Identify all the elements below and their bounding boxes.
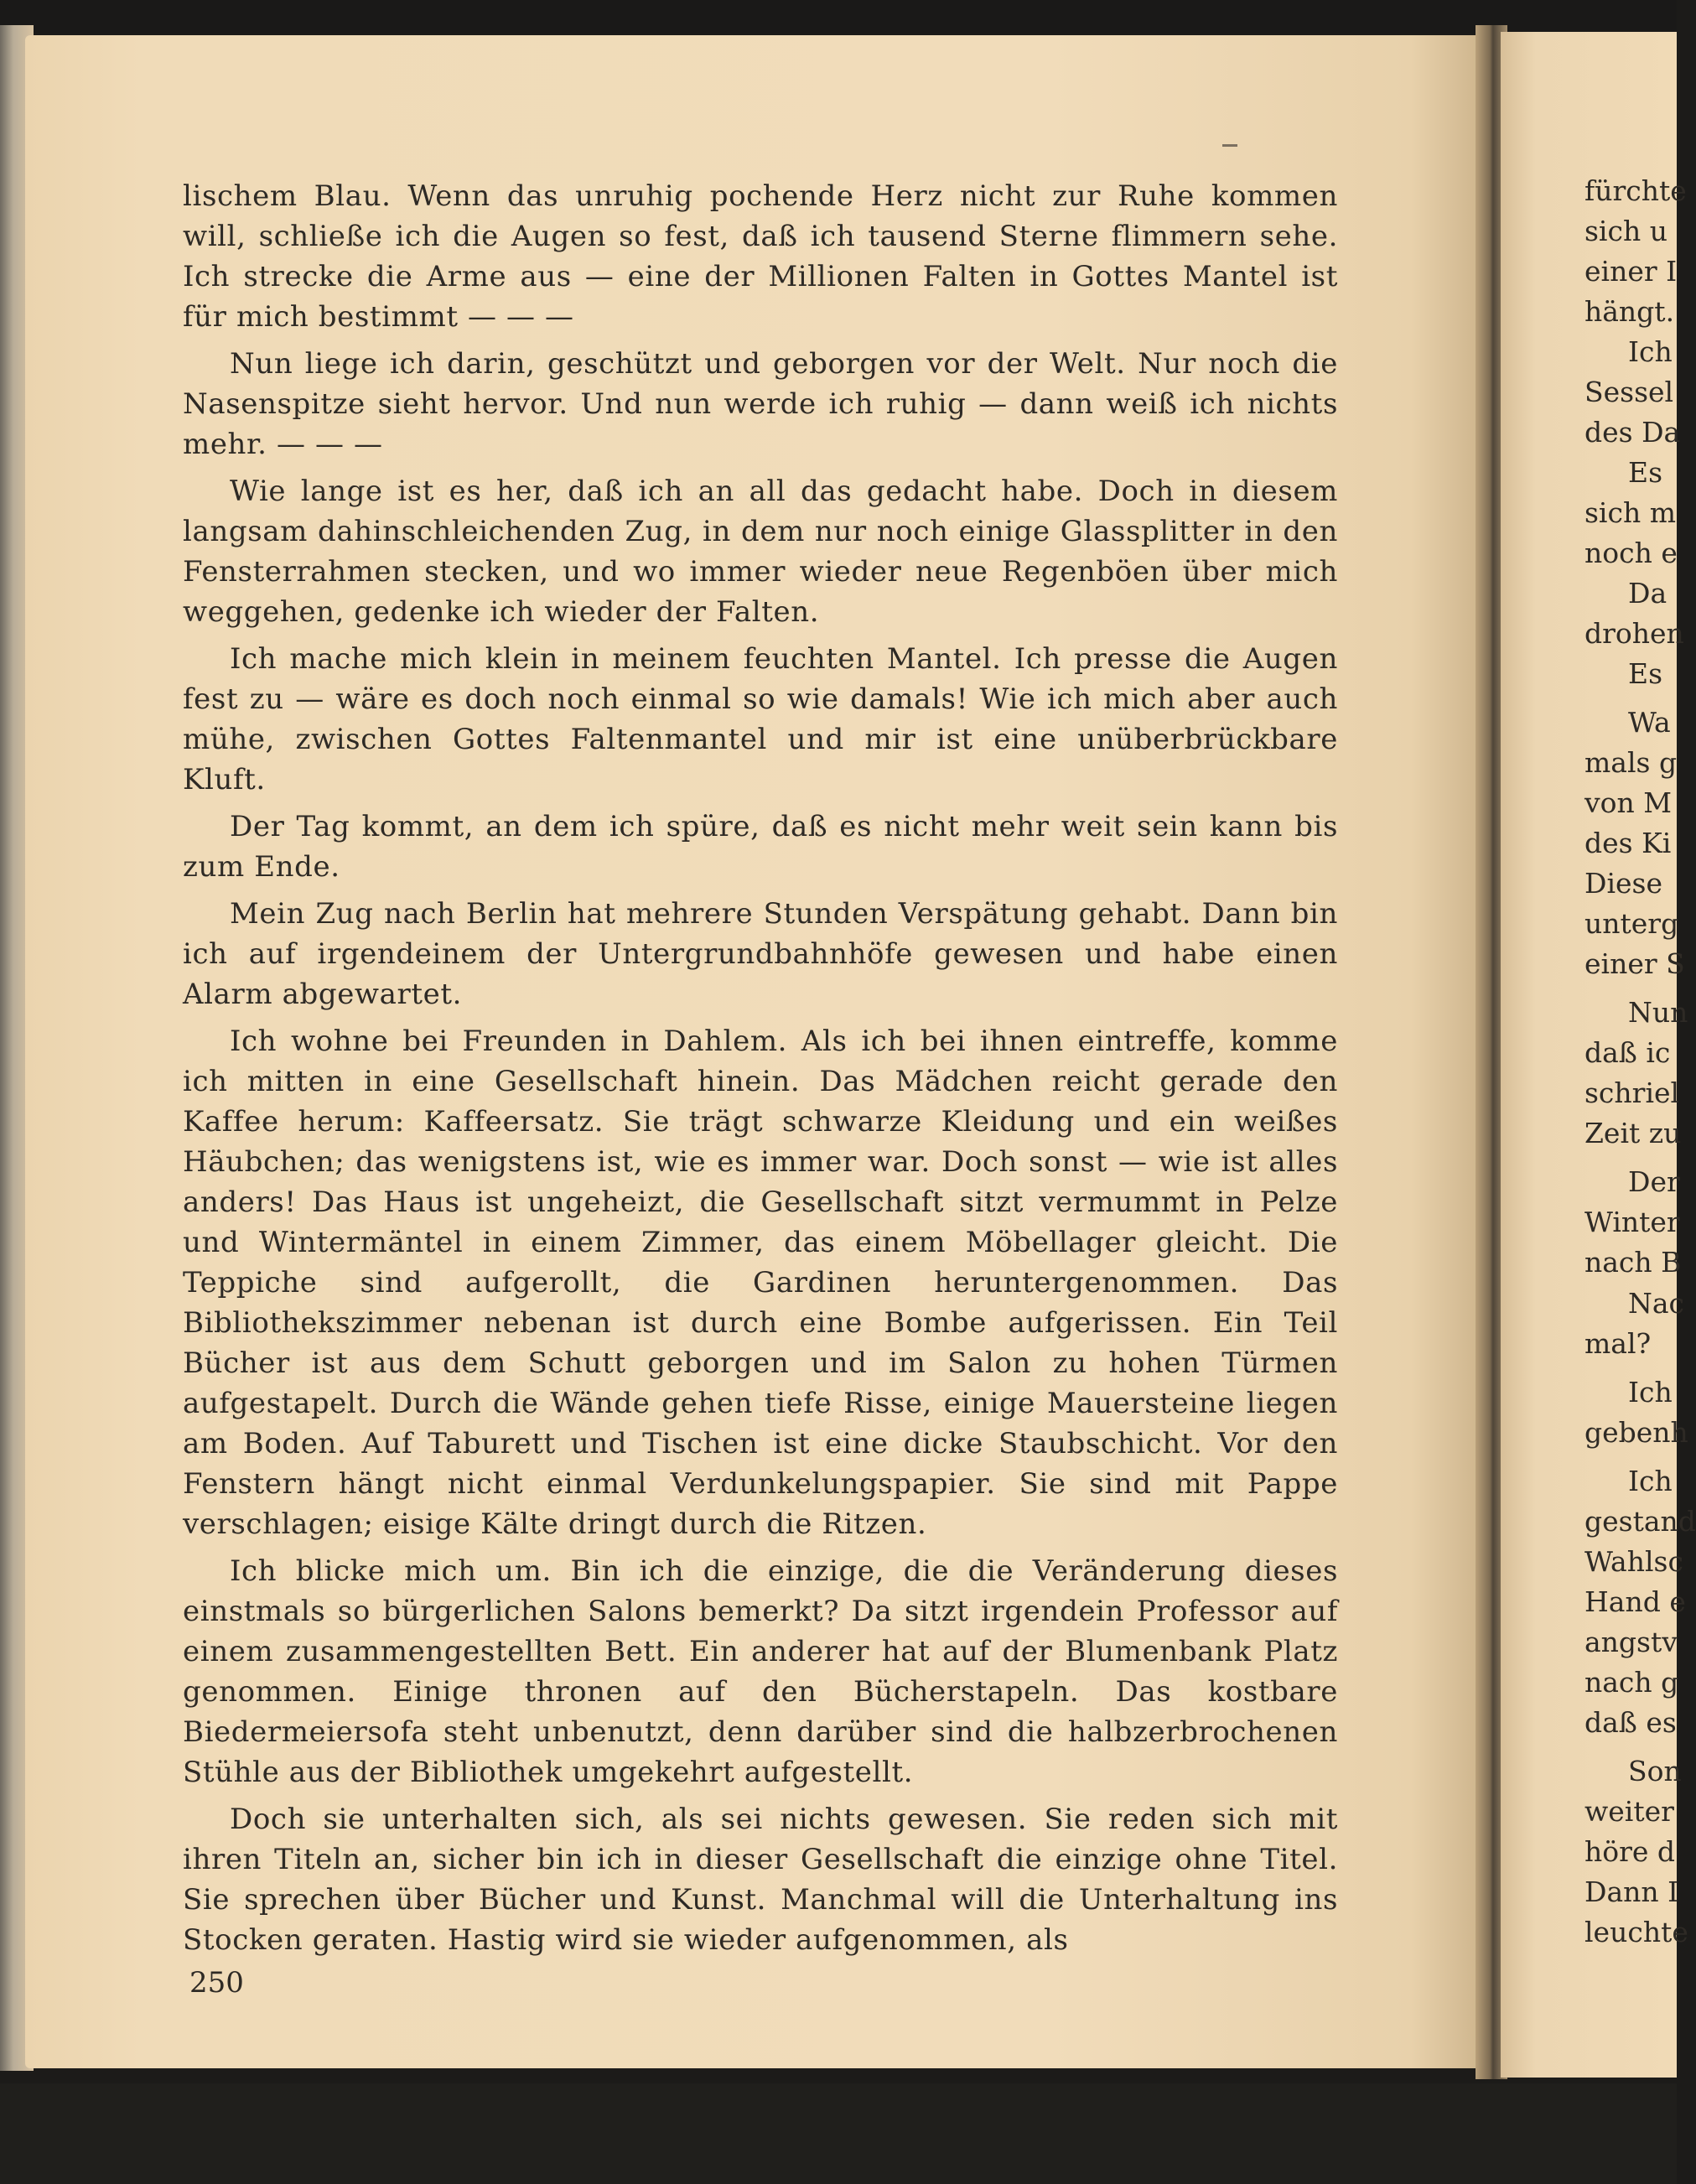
page-mark: [1222, 144, 1237, 147]
right-page-line: nach B: [1584, 1246, 1682, 1279]
right-page-line: Diese: [1584, 867, 1663, 900]
right-page-line: daß es: [1584, 1706, 1677, 1739]
paragraph: Mein Zug nach Berlin hat mehrere Stunden Verspätung gehabt. Dann bin ich auf irgendeinem der Untergrundbahnhöfe gewesen und habe einen Alarm abgewartet.: [183, 897, 1338, 1011]
right-page-line: daß ic: [1584, 1036, 1671, 1069]
right-page-line: Sessel: [1584, 376, 1674, 408]
right-page-line: des Da: [1584, 416, 1681, 449]
right-page-line: drohen: [1584, 617, 1684, 650]
right-page-line: fürchte: [1584, 174, 1687, 207]
paragraph: lischem Blau. Wenn das unruhig pochende Herz nicht zur Ruhe kommen will, schließe ich die Augen so fest, daß ich tausend Sterne flimmern sehe. Ich strecke die Arme aus — eine der Millionen Falten in Gottes Mantel ist für mich bestimmt — — —: [183, 179, 1338, 334]
paragraph: Ich blicke mich um. Bin ich die einzige, die die Veränderung dieses einstmals so bürgerlichen Salons bemerkt? Da sitzt irgendein Professor auf einem zusammengestellten Bett. Ein anderer hat auf der Blumenbank Platz genommen. Einige thronen auf den Bücherstapeln. Das kostbare Biedermeiersofa steht unbenutzt, denn darüber sind die halbzerbrochenen Stühle aus der Bibliothek umgekehrt aufgestellt.: [183, 1554, 1338, 1789]
right-page-line: höre d: [1584, 1835, 1676, 1868]
right-page-line: leuchte: [1584, 1916, 1688, 1948]
paragraph: Der Tag kommt, an dem ich spüre, daß es nicht mehr weit sein kann bis zum Ende.: [183, 810, 1338, 884]
right-page-line: Son: [1628, 1755, 1682, 1787]
right-page-line: nach g: [1584, 1666, 1679, 1699]
right-page-line: einer I: [1584, 255, 1678, 288]
right-page-line: Es: [1628, 657, 1663, 690]
right-page-line: Nac: [1628, 1287, 1685, 1320]
right-page-line: sich m: [1584, 496, 1677, 529]
right-page-text: [1584, 174, 1696, 1948]
paragraph: Doch sie unterhalten sich, als sei nichts gewesen. Sie reden sich mit ihren Titeln an, sicher bin ich in dieser Gesellschaft die einzige ohne Titel. Sie sprechen über Bücher und Kunst. Manchmal will die Unterhaltung ins Stocken geraten. Hastig wird sie wieder aufgenommen, als: [183, 1803, 1338, 1957]
right-page-line: mal?: [1584, 1327, 1652, 1360]
paragraph: Ich mache mich klein in meinem feuchten Mantel. Ich presse die Augen fest zu — wäre es doch noch einmal so wie damals! Wie ich mich aber auch mühe, zwischen Gottes Faltenmantel und mir ist eine unüberbrückbare Kluft.: [183, 642, 1338, 796]
right-page-line: sich u: [1584, 215, 1667, 247]
right-page-line: Nun: [1628, 996, 1688, 1029]
book-cover-bottom: [0, 2083, 1677, 2184]
right-page-line: Ich: [1628, 1465, 1673, 1497]
right-page-line: Hand e: [1584, 1585, 1686, 1618]
paragraph: Nun liege ich darin, geschützt und geborgen vor der Welt. Nur noch die Nasenspitze sieht hervor. Und nun werde ich ruhig — dann weiß ich nichts mehr. — — —: [183, 347, 1338, 461]
right-page-line: von M: [1584, 786, 1673, 819]
paragraph: Wie lange ist es her, daß ich an all das gedacht habe. Doch in diesem langsam dahinschleichenden Zug, in dem nur noch einige Glassplitter in den Fensterrahmen stecken, und wo immer wieder neue Regenböen über mich weggehen, gedenke ich wieder der Falten.: [183, 475, 1338, 629]
right-page-line: angstv: [1584, 1626, 1678, 1658]
right-page-line: Dann I: [1584, 1875, 1679, 1908]
right-page-line: einer S: [1584, 947, 1685, 980]
right-page-line: gestand: [1584, 1505, 1696, 1538]
right-page-line: gebenh: [1584, 1416, 1688, 1449]
right-page-line: Winter: [1584, 1206, 1680, 1238]
right-page-line: Der: [1628, 1165, 1680, 1198]
right-page-line: schriel: [1584, 1076, 1680, 1109]
right-page-line: Ich: [1628, 335, 1673, 368]
right-page-line: hängt.: [1584, 295, 1675, 328]
right-page-line: Wa: [1628, 706, 1671, 739]
page-number: 250: [189, 1966, 244, 2000]
left-page-text: [183, 176, 1338, 1967]
right-page-line: Da: [1628, 577, 1667, 610]
right-page-line: mals g: [1584, 746, 1678, 779]
right-page-line: Ich: [1628, 1376, 1673, 1408]
paragraph: Ich wohne bei Freunden in Dahlem. Als ich bei ihnen eintreffe, komme ich mitten in eine Gesellschaft hinein. Das Mädchen reicht gerade den Kaffee herum: Kaffeersatz. Sie trägt schwarze Kleidung und ein weißes Häubchen; das wenigstens ist, wie es immer war. Doch sonst — wie ist alles anders! Das Haus ist ungeheizt, die Gesellschaft sitzt vermummt in Pelze und Wintermäntel in einem Zimmer, das einem Möbellager gleicht. Die Teppiche sind aufgerollt, die Gardinen heruntergenommen. Das Bibliothekszimmer nebenan ist durch eine Bombe aufgerissen. Ein Teil Bücher ist aus dem Schutt geborgen und im Salon zu hohen Türmen aufgestapelt. Durch die Wände gehen tiefe Risse, einige Mauersteine liegen am Boden. Auf Taburett und Tischen ist eine dicke Staubschicht. Vor den Fenstern hängt nicht einmal Verdunkelungspapier. Sie sind mit Pappe verschlagen; eisige Kälte dringt durch die Ritzen.: [183, 1025, 1338, 1541]
right-page-line: unterg: [1584, 907, 1679, 940]
right-page-line: noch e: [1584, 537, 1678, 569]
book-cover-top: [0, 0, 1677, 34]
right-page-line: weiter: [1584, 1795, 1674, 1828]
right-page-line: Es: [1628, 456, 1663, 489]
right-page-line: Wahlsc: [1584, 1545, 1683, 1578]
right-page-line: Zeit zu: [1584, 1117, 1682, 1149]
right-page-line: des Ki: [1584, 827, 1672, 859]
